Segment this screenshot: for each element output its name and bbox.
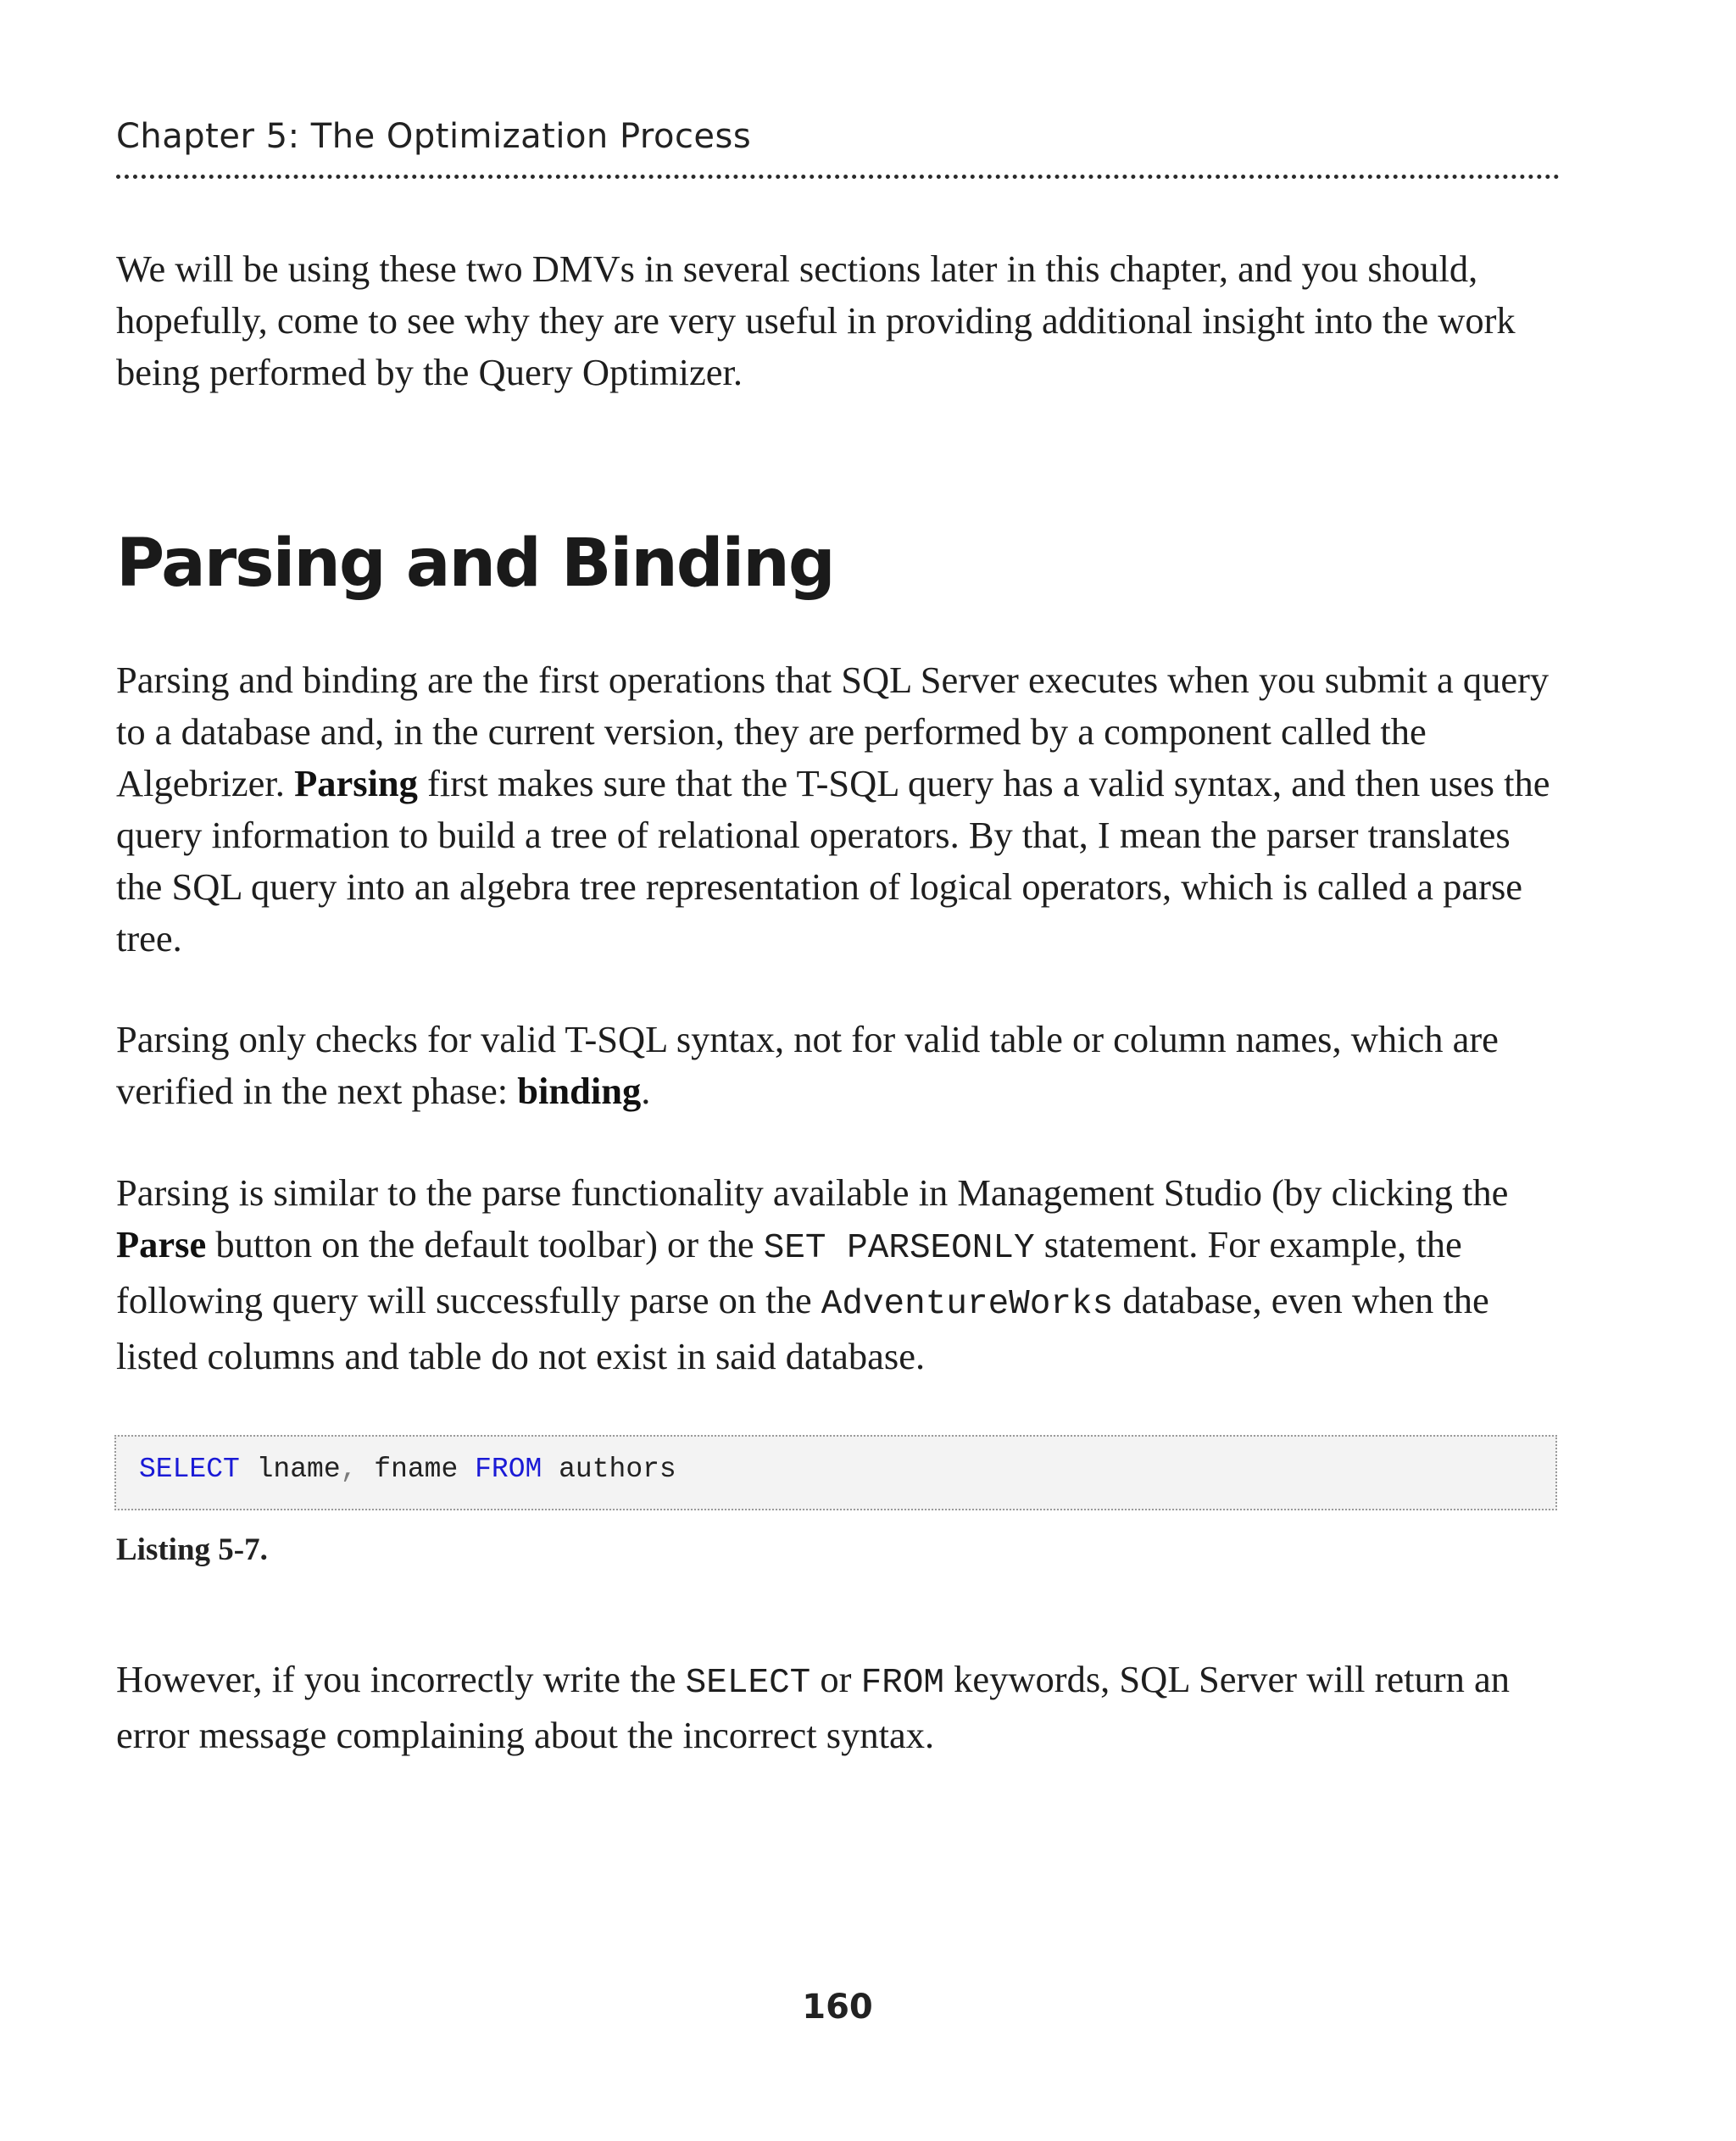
text-run: keywords, SQL Server will return an error message complaining about the incorrect syntax. xyxy=(116,1658,1510,1756)
sql-keyword-select: SELECT xyxy=(139,1454,240,1485)
header-dotted-rule xyxy=(116,175,1560,179)
text-run: . xyxy=(641,1070,651,1112)
code-listing-box xyxy=(114,1435,1557,1510)
intro-paragraph: We will be using these two DMVs in several sections later in this chapter, and you should, hopefully, come to see why they are very useful in providing additional insight into the work being performed by the Query Optimizer. xyxy=(116,247,1516,393)
text-run: button on the default toolbar) or the xyxy=(206,1223,764,1265)
code-token: lname xyxy=(239,1454,341,1485)
bold-term-parsing: Parsing xyxy=(294,762,418,804)
code-line xyxy=(139,1454,676,1485)
code-token: fname xyxy=(357,1454,476,1485)
text-run: However, if you incorrectly write the xyxy=(116,1658,686,1700)
parse-functionality-paragraph xyxy=(116,1167,1566,1382)
parsing-binding-paragraph xyxy=(116,654,1566,965)
text-run: Parsing only checks for valid T-SQL syntax, not for valid table or column names, which are verified in the next phase: xyxy=(116,1018,1499,1112)
running-head: Chapter 5: The Optimization Process xyxy=(116,117,752,156)
listing-caption: Listing 5-7. xyxy=(116,1532,268,1567)
inline-code-from: FROM xyxy=(860,1664,945,1703)
inline-code-select: SELECT xyxy=(685,1664,811,1703)
sql-keyword-from: FROM xyxy=(475,1454,542,1485)
bold-term-parse: Parse xyxy=(116,1223,207,1265)
text-run: Parsing is similar to the parse functionality available in Management Studio (by clicking the xyxy=(116,1171,1509,1214)
inline-code-adventureworks: AdventureWorks xyxy=(821,1285,1114,1324)
syntax-check-paragraph xyxy=(116,1014,1566,1117)
text-run: database, even when the listed columns and table do not exist in said database. xyxy=(116,1279,1489,1377)
text-run: first makes sure that the T-SQL query has a valid syntax, and then uses the query information to build a tree of relational operators. By that, I mean the parser translates the SQL query into an algebra tree representation of logical operators, which is called a parse tree. xyxy=(116,762,1550,959)
text-run: Parsing and binding are the first operations that SQL Server executes when you submit a query to a database and, in the current version, they are performed by a component called the Algebrizer. xyxy=(116,659,1550,804)
text-run: or xyxy=(810,1658,861,1700)
page-number: 160 xyxy=(802,1988,873,2027)
code-token: authors xyxy=(542,1454,676,1485)
bold-term-binding: binding xyxy=(517,1070,642,1112)
code-punctuation: , xyxy=(340,1454,358,1485)
section-heading: Parsing and Binding xyxy=(116,526,834,602)
incorrect-syntax-paragraph xyxy=(116,1654,1566,1761)
inline-code-set-parseonly: SET PARSEONLY xyxy=(763,1229,1035,1268)
text-run: statement. For example, the following query will successfully parse on the xyxy=(116,1223,1462,1321)
